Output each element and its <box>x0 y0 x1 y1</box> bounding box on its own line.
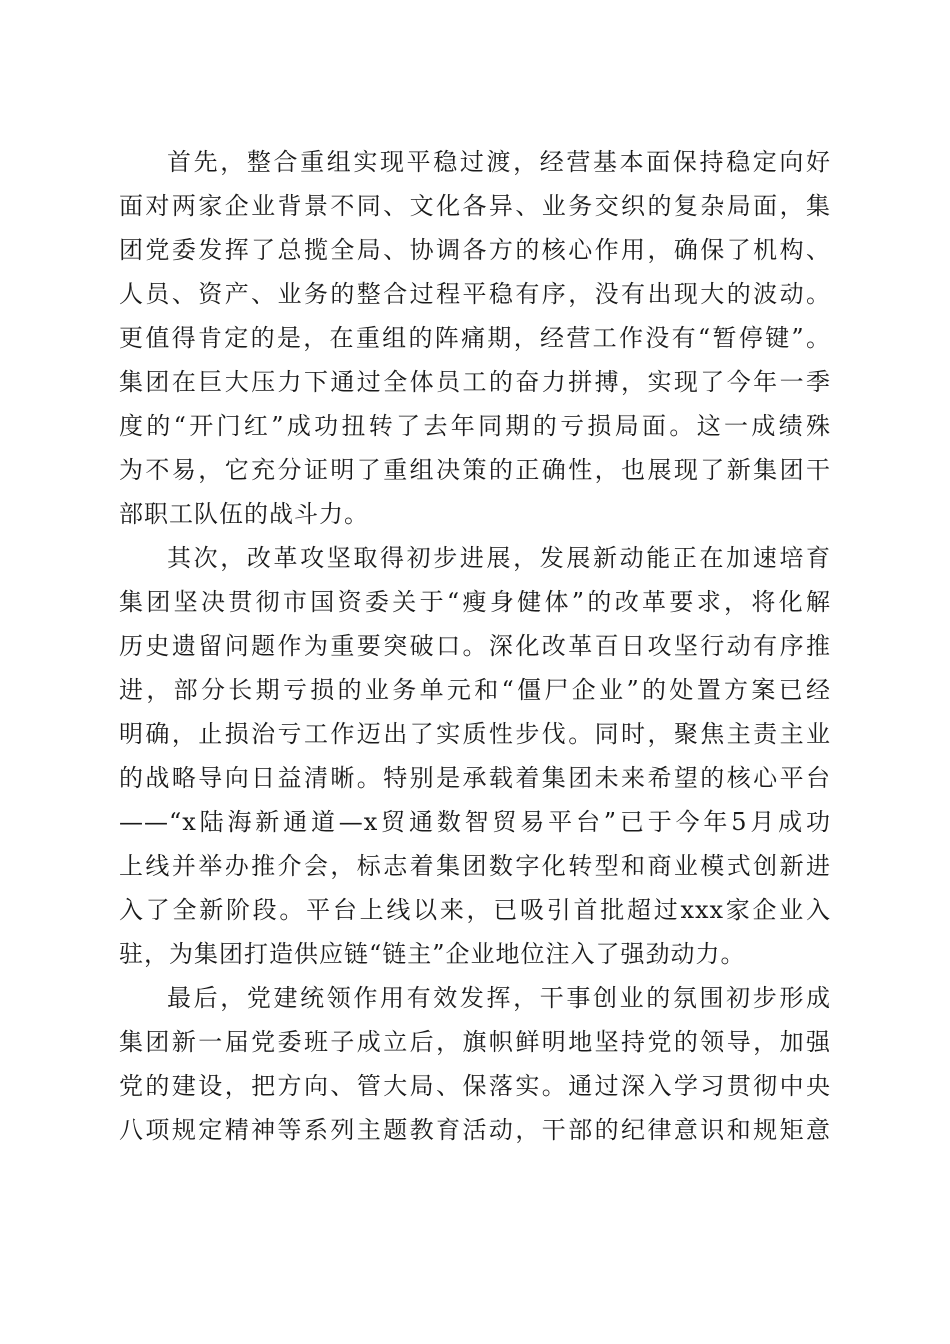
text-line: 党的建设，把方向、管大局、保落实。通过深入学习贯彻中央 <box>119 1072 831 1100</box>
text-line: 集团新一届党委班子成立后，旗帜鲜明地坚持党的领导，加强 <box>119 1028 831 1056</box>
text-line: 部职工队伍的战斗力。 <box>119 500 369 528</box>
text-line: 其次，改革攻坚取得初步进展，发展新动能正在加速培育 <box>167 544 831 572</box>
text-line: 驻，为集团打造供应链“链主”企业地位注入了强劲动力。 <box>119 940 746 968</box>
text-line: 进，部分长期亏损的业务单元和“僵尸企业”的处置方案已经 <box>119 676 831 704</box>
text-line: 更值得肯定的是，在重组的阵痛期，经营工作没有“暂停键”。 <box>119 324 831 352</box>
document-body <box>119 140 831 1152</box>
text-line: 集团坚决贯彻市国资委关于“瘦身健体”的改革要求，将化解 <box>119 588 831 616</box>
text-line: 集团在巨大压力下通过全体员工的奋力拼搏，实现了今年一季 <box>119 368 831 396</box>
paragraph-party-building <box>119 976 831 1152</box>
paragraph-reform <box>119 536 831 976</box>
text-line: 八项规定精神等系列主题教育活动，干部的纪律意识和规矩意 <box>119 1116 831 1144</box>
text-line: 明确，止损治亏工作迈出了实质性步伐。同时，聚焦主责主业 <box>119 720 831 748</box>
text-line: 入了全新阶段。平台上线以来，已吸引首批超过xxx家企业入 <box>119 896 831 924</box>
text-line: 面对两家企业背景不同、文化各异、业务交织的复杂局面，集 <box>119 192 831 220</box>
text-line: 最后，党建统领作用有效发挥，干事创业的氛围初步形成 <box>167 984 831 1012</box>
text-line: 历史遗留问题作为重要突破口。深化改革百日攻坚行动有序推 <box>119 632 831 660</box>
text-line: 团党委发挥了总揽全局、协调各方的核心作用，确保了机构、 <box>119 236 831 264</box>
text-line: 度的“开门红”成功扭转了去年同期的亏损局面。这一成绩殊 <box>119 412 831 440</box>
text-line: 为不易，它充分证明了重组决策的正确性，也展现了新集团干 <box>119 456 831 484</box>
text-line: ——“x陆海新通道—x贸通数智贸易平台”已于今年5月成功 <box>119 808 831 836</box>
text-line: 上线并举办推介会，标志着集团数字化转型和商业模式创新进 <box>119 852 831 880</box>
text-line: 人员、资产、业务的整合过程平稳有序，没有出现大的波动。 <box>119 280 831 308</box>
text-line: 首先，整合重组实现平稳过渡，经营基本面保持稳定向好 <box>167 148 831 176</box>
text-line: 的战略导向日益清晰。特别是承载着集团未来希望的核心平台 <box>119 764 831 792</box>
paragraph-consolidation <box>119 140 831 536</box>
